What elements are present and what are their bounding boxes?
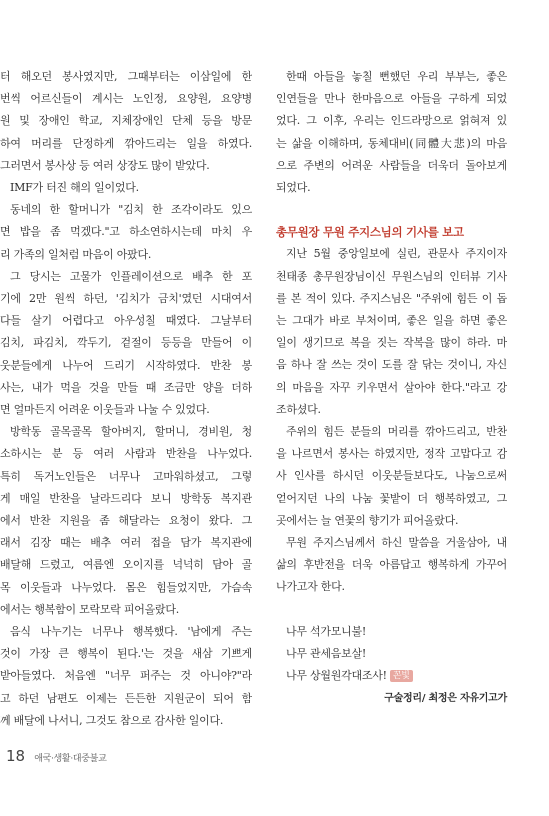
text-line: 받아들였다. 처음엔 "너무 퍼주는 것 아니야?"라: [0, 669, 252, 683]
text-line: 께 배달에 나서니, 그것도 참으로 감사한 일이다.: [0, 713, 224, 727]
publication-name: 애국·생활·대중불교: [34, 754, 107, 764]
text-line: 래서 김장 때는 배추 여러 접을 담가 복지관에: [0, 536, 252, 550]
text-line: 특히 독거노인들은 너무나 고마워하셨고, 그렇: [0, 469, 252, 483]
text-line: 동네의 한 할머니가 "김치 한 조각이라도 있으: [10, 203, 252, 217]
text-line: 목 이웃들과 나누었다. 몸은 힘들었지만, 가슴속: [0, 580, 252, 594]
page-number: 18: [6, 747, 26, 765]
text-line: 하여 머리를 단정하게 깎아드리는 일을 하였다.: [0, 136, 252, 150]
text-line: 에서는 행복함이 모락모락 피어올랐다.: [0, 602, 180, 616]
right-bottom-paragraphs: [276, 243, 507, 598]
right-top-paragraph: [276, 66, 507, 199]
text-line: 터 해오던 봉사였지만, 그때부터는 이삼일에 한: [0, 70, 252, 83]
right-column: [276, 66, 507, 710]
text-line: 음 하나 잘 쓰는 것이 도를 잘 닦는 것이니, 자신: [276, 358, 507, 372]
text-line: 음식 나누기는 너무나 행복했다. '남에게 주는: [10, 625, 252, 639]
text-line: 방학동 골목골목 할아버지, 할머니, 경비원, 청: [10, 425, 252, 439]
text-line: IMF가 터진 해의 일이었다.: [10, 181, 139, 195]
text-line: 인연들을 만나 한마음으로 아들을 구하게 되었: [276, 92, 507, 106]
section-heading: 총무원장 무원 주지스님의 기사를 보고: [276, 225, 464, 240]
text-line: 것이 가장 큰 행복이 된다.'는 것을 새삼 기쁘게: [0, 647, 252, 661]
text-line: 지난 5월 중앙일보에 실린, 관문사 주지이자: [286, 247, 507, 261]
text-line: 주위의 힘든 분들의 머리를 깎아드리고, 반찬: [286, 425, 507, 439]
text-line: 한때 아들을 놓칠 뻔했던 우리 부부는, 좋은: [286, 70, 507, 83]
text-line: 를 본 적이 있다. 주지스님은 "주위에 힘든 이 돕: [276, 291, 507, 305]
text-line: 의 마음을 자꾸 키우면서 살아야 한다."라고 강: [276, 380, 507, 394]
text-line: 면 밥을 좀 먹겠다."고 하소연하시는데 마치 우: [0, 225, 252, 239]
text-line: 조하셨다.: [276, 402, 321, 416]
text-line: 리 가족의 일처럼 마음이 아팠다.: [0, 247, 152, 261]
text-line: 사는, 내가 먹을 것을 만들 때 조금만 양을 더하: [0, 380, 252, 394]
text-line: 삶의 후반전을 더욱 아름답고 행복하게 가꾸어: [276, 558, 507, 572]
text-line: 는 삶을 이해하며, 동체대비(同體大悲)의 마음: [276, 136, 507, 150]
text-line: 얻어지던 나의 나눔 꽃밭이 더 행복하였고, 그: [276, 491, 507, 505]
text-line: 을 나르면서 봉사는 하였지만, 정작 고맙다고 감: [276, 447, 507, 461]
text-line: 었다. 그 이후, 우리는 인드라망으로 얽혀져 있: [276, 114, 507, 128]
text-line: 원 및 장애인 학교, 지체장애인 단체 등을 방문: [0, 114, 252, 128]
chant-line: 나무 상월원각대조사! 꼰빛: [276, 665, 507, 687]
chant-line: 나무 석가모니불!: [286, 624, 367, 638]
text-line: 배달해 드렸고, 여름엔 오이지를 넉넉히 담아 골: [0, 558, 252, 572]
text-line: 기에 2만 원씩 하던, '김치가 금치'였던 시대여서: [0, 292, 252, 306]
text-line: 으로 주변의 어려운 사람들을 더욱더 돌아보게: [276, 158, 507, 172]
text-line: 웃분들에게 나누어 드리기 시작하였다. 반찬 봉: [0, 358, 252, 372]
text-line: 그러면서 봉사상 등 여러 상장도 많이 받았다.: [0, 158, 210, 172]
text-line: 나가고자 한다.: [276, 580, 345, 594]
text-line: 다들 살기 어렵다고 아우성칠 때였다. 그날부터: [0, 314, 252, 328]
text-line: 번씩 어르신들이 계시는 노인정, 요양원, 요양병: [0, 92, 252, 106]
text-line: 게 매일 반찬을 날라드리다 보니 방학동 복지관: [0, 491, 252, 505]
text-line: 그 당시는 고물가 인플레이션으로 배추 한 포: [10, 269, 252, 283]
left-column: [0, 66, 252, 732]
text-line: 천태종 총무원장님이신 무원스님의 인터뷰 기사: [276, 269, 507, 283]
author-credit: 구술정리/ 최정은 자유기고가: [384, 693, 507, 705]
text-line: 고 하던 남편도 이제는 든든한 지원군이 되어 함: [0, 691, 252, 705]
chant-block: [276, 621, 507, 688]
page-footer: [6, 746, 106, 765]
text-line: 소하시는 분 등 여러 사람과 반찬을 나누었다.: [0, 447, 252, 461]
text-line: 사 인사를 하시던 이웃분들보다도, 나눔으로써: [276, 469, 507, 483]
text-line: 면 얼마든지 어려운 이웃들과 나눌 수 있었다.: [0, 403, 210, 417]
text-line: 일이 생기므로 복을 짓는 작복을 많이 하라. 마: [276, 336, 507, 350]
text-line: 되었다.: [276, 181, 311, 195]
text-line: 는 그대가 바로 부처이며, 좋은 일을 하면 좋은: [276, 314, 507, 328]
chant-line: 나무 관세음보살!: [286, 646, 367, 660]
text-line: 김치, 파김치, 깍두기, 겉절이 등등을 만들어 이: [0, 336, 252, 350]
text-line: 에서 반찬 지원을 좀 해달라는 요청이 왔다. 그: [0, 514, 252, 528]
text-line: 곳에서는 늘 연꽃의 향기가 피어올랐다.: [276, 513, 459, 527]
badge: 꼰빛: [390, 670, 413, 682]
text-line: 무원 주지스님께서 하신 말씀을 거울삼아, 내: [286, 536, 507, 550]
